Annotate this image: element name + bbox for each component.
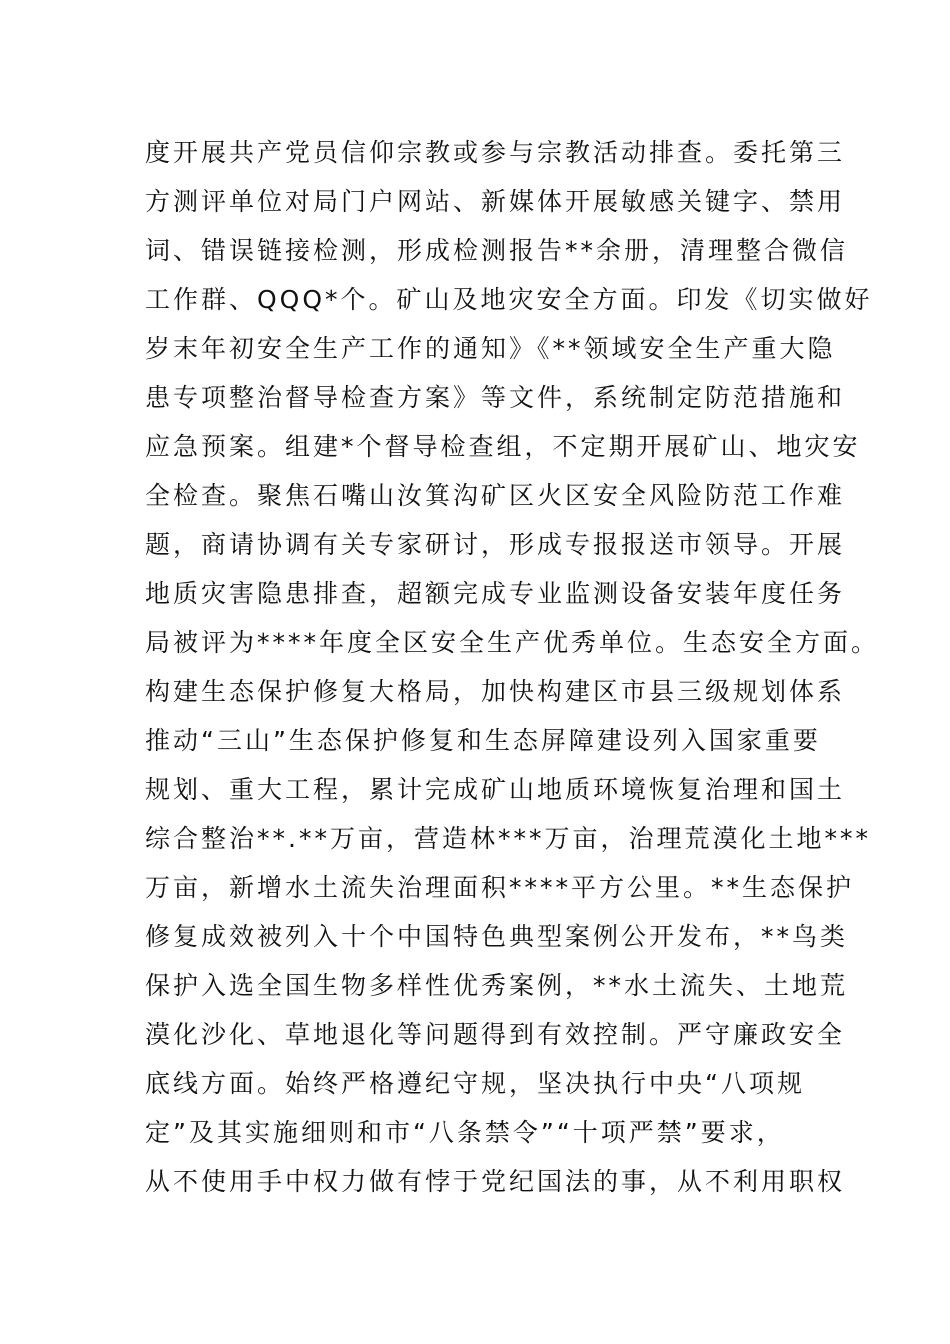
text-line: 题，商请协调有关专家研讨，形成专报报送市领导。开展 bbox=[145, 530, 846, 559]
text-line: 万亩，新增水土流失治理面积****平方公里。**生态保护 bbox=[145, 873, 855, 902]
text-line: 患专项整治督导检查方案》等文件，系统制定防范措施和 bbox=[145, 383, 846, 412]
text-line: 修复成效被列入十个中国特色典型案例公开发布，**鸟类 bbox=[145, 922, 849, 951]
text-line: 构建生态保护修复大格局，加快构建区市县三级规划体系 bbox=[145, 677, 846, 706]
text-line: 规划、重大工程，累计完成矿山地质环境恢复治理和国土 bbox=[145, 775, 846, 804]
text-line: 保护入选全国生物多样性优秀案例，**水土流失、土地荒 bbox=[145, 971, 849, 1000]
text-line: 底线方面。始终严格遵纪守规，坚决执行中央“八项规 bbox=[145, 1069, 805, 1098]
text-line: 岁末年初安全生产工作的通知》《**领域安全生产重大隐 bbox=[145, 334, 836, 363]
text-line: 词、错误链接检测，形成检测报告**余册，清理整合微信 bbox=[145, 236, 849, 265]
text-line: 方测评单位对局门户网站、新媒体开展敏感关键字、禁用 bbox=[145, 187, 846, 216]
text-line: 推动“三山”生态保护修复和生态屏障建设列入国家重要 bbox=[145, 726, 821, 755]
text-line: 从不使用手中权力做有悖于党纪国法的事，从不利用职权 bbox=[145, 1167, 846, 1196]
text-line: 定”及其实施细则和市“八条禁令”“十项严禁”要求， bbox=[145, 1118, 785, 1147]
document-body bbox=[145, 128, 880, 1206]
text-line: 度开展共产党员信仰宗教或参与宗教活动排查。委托第三 bbox=[145, 138, 846, 167]
text-line: 应急预案。组建*个督导检查组，不定期开展矿山、地灾安 bbox=[145, 432, 861, 461]
text-line: 漠化沙化、草地退化等问题得到有效控制。严守廉政安全 bbox=[145, 1020, 846, 1049]
text-line: 全检查。聚焦石嘴山汝箕沟矿区火区安全风险防范工作难 bbox=[145, 481, 846, 510]
text-line: 局被评为****年度全区安全生产优秀单位。生态安全方面。 bbox=[145, 628, 880, 657]
text-line: 地质灾害隐患排查，超额完成专业监测设备安装年度任务 bbox=[145, 579, 846, 608]
text-line: 工作群、QQQ*个。矿山及地灾安全方面。印发《切实做好 bbox=[145, 285, 873, 314]
text-line: 综合整治**.**万亩，营造林***万亩，治理荒漠化土地*** bbox=[145, 824, 871, 853]
